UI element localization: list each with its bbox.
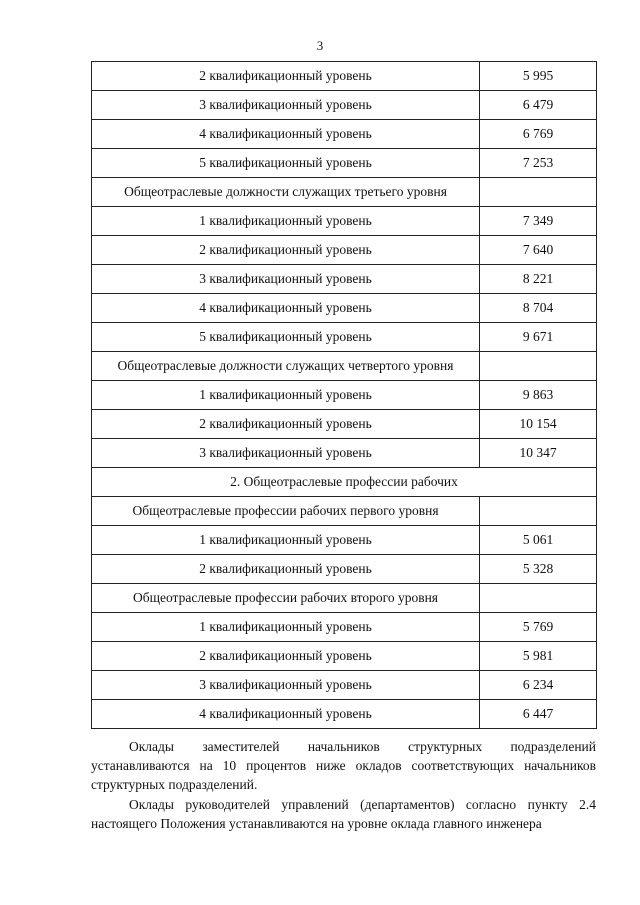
level-label-cell: 3 квалификационный уровень (92, 439, 480, 468)
level-label-cell: 4 квалификационный уровень (92, 294, 480, 323)
salary-value-cell: 7 640 (480, 236, 597, 265)
level-label-cell: 1 квалификационный уровень (92, 207, 480, 236)
group-row (92, 497, 597, 526)
salary-table-body (92, 62, 597, 729)
salary-value-cell (480, 178, 597, 207)
level-label-cell: 5 квалификационный уровень (92, 323, 480, 352)
salary-value-cell: 5 995 (480, 62, 597, 91)
salary-value-cell (480, 497, 597, 526)
salary-value-cell: 6 234 (480, 671, 597, 700)
salary-value-cell: 5 769 (480, 613, 597, 642)
level-label-cell: 2 квалификационный уровень (92, 642, 480, 671)
page-number: 3 (316, 38, 324, 53)
table-row (92, 149, 597, 178)
salary-value-cell: 8 704 (480, 294, 597, 323)
level-label-cell: 2 квалификационный уровень (92, 410, 480, 439)
salary-value-cell: 6 447 (480, 700, 597, 729)
level-label-cell: 3 квалификационный уровень (92, 265, 480, 294)
level-label-cell: 1 квалификационный уровень (92, 526, 480, 555)
salary-value-cell: 5 981 (480, 642, 597, 671)
table-row (92, 410, 597, 439)
group-label-cell: Общеотраслевые профессии рабочих первого уровня (92, 497, 480, 526)
group-label-cell: Общеотраслевые профессии рабочих второго уровня (92, 584, 480, 613)
section-row (92, 468, 597, 497)
table-row (92, 526, 597, 555)
paragraph-deputies: Оклады заместителей начальников структурных подразделений устанавливаются на 10 процентов ниже окладов соответствующих начальников структурных подразделений. (91, 739, 596, 792)
salary-value-cell: 6 479 (480, 91, 597, 120)
table-row (92, 555, 597, 584)
level-label-cell: 2 квалификационный уровень (92, 555, 480, 584)
level-label-cell: 4 квалификационный уровень (92, 700, 480, 729)
salary-value-cell (480, 584, 597, 613)
level-label-cell: 3 квалификационный уровень (92, 671, 480, 700)
salary-value-cell: 9 671 (480, 323, 597, 352)
level-label-cell: 1 квалификационный уровень (92, 613, 480, 642)
salary-value-cell: 10 347 (480, 439, 597, 468)
table-row (92, 62, 597, 91)
table-row (92, 120, 597, 149)
table-row (92, 439, 597, 468)
table-row (92, 91, 597, 120)
salary-value-cell: 7 349 (480, 207, 597, 236)
table-row (92, 613, 597, 642)
level-label-cell: 2 квалификационный уровень (92, 236, 480, 265)
table-row (92, 207, 597, 236)
salary-value-cell: 8 221 (480, 265, 597, 294)
level-label-cell: 4 квалификационный уровень (92, 120, 480, 149)
level-label-cell: 3 квалификационный уровень (92, 91, 480, 120)
salary-value-cell: 9 863 (480, 381, 597, 410)
salary-value-cell: 10 154 (480, 410, 597, 439)
table-row (92, 236, 597, 265)
table-row (92, 700, 597, 729)
level-label-cell: 2 квалификационный уровень (92, 62, 480, 91)
salary-value-cell: 5 328 (480, 555, 597, 584)
table-row (92, 381, 597, 410)
level-label-cell: 5 квалификационный уровень (92, 149, 480, 178)
salary-table (91, 61, 597, 729)
group-label-cell: Общеотраслевые должности служащих третьего уровня (92, 178, 480, 207)
table-row (92, 671, 597, 700)
salary-value-cell: 6 769 (480, 120, 597, 149)
salary-value-cell: 7 253 (480, 149, 597, 178)
salary-value-cell (480, 352, 597, 381)
group-row (92, 178, 597, 207)
salary-value-cell: 5 061 (480, 526, 597, 555)
table-row (92, 642, 597, 671)
group-row (92, 584, 597, 613)
table-row (92, 323, 597, 352)
table-row (92, 265, 597, 294)
group-label-cell: Общеотраслевые должности служащих четвертого уровня (92, 352, 480, 381)
table-row (92, 294, 597, 323)
section-heading-cell: 2. Общеотраслевые профессии рабочих (92, 468, 597, 497)
group-row (92, 352, 597, 381)
paragraph-heads: Оклады руководителей управлений (департаментов) согласно пункту 2.4 настоящего Положения устанавливаются на уровне оклада главного инженера (91, 797, 596, 831)
level-label-cell: 1 квалификационный уровень (92, 381, 480, 410)
